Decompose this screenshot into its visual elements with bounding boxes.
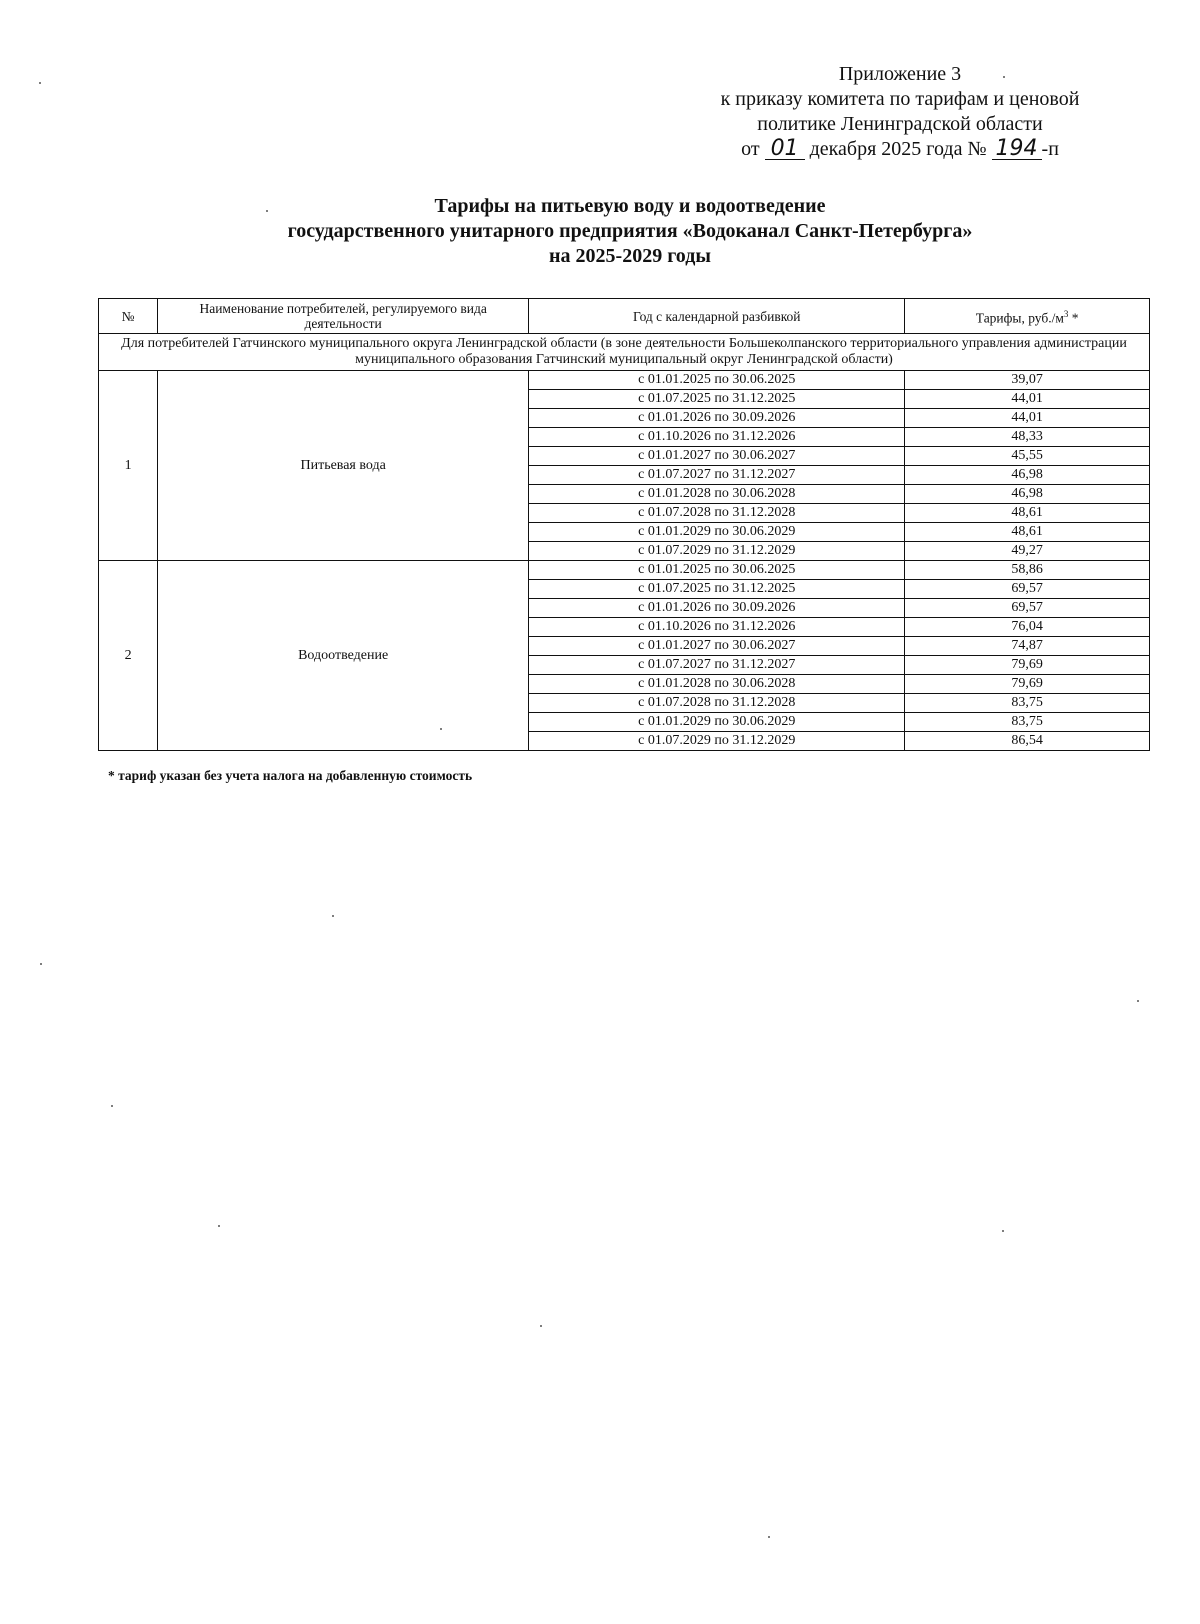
- zone-description: Для потребителей Гатчинского муниципального округа Ленинградской области (в зоне деятельности Большеколпанского территориального управления администрации муниципального образования Гатчинский муниципальный округ Ленинградской области): [99, 334, 1150, 371]
- scan-speck: [218, 1225, 220, 1227]
- group-number: 2: [99, 561, 158, 751]
- tariff-cell: 45,55: [905, 447, 1150, 466]
- period-cell: с 01.01.2028 по 30.06.2028: [529, 485, 905, 504]
- period-cell: с 01.01.2029 по 30.06.2029: [529, 523, 905, 542]
- header-tariff-star: *: [1068, 310, 1079, 326]
- group-name: Питьевая вода: [158, 371, 529, 561]
- tariff-cell: 86,54: [905, 732, 1150, 751]
- title-line-2: государственного унитарного предприятия «Водоканал Санкт-Петербурга»: [287, 220, 973, 242]
- scan-speck: [540, 1325, 542, 1327]
- title-line-1: Тарифы на питьевую воду и водоотведение: [434, 195, 826, 217]
- group-number: 1: [99, 371, 158, 561]
- appendix-order-line: к приказу комитета по тарифам и ценовой: [720, 88, 1080, 110]
- title-line-3: на 2025-2029 годы: [549, 245, 711, 267]
- tariff-cell: 46,98: [905, 485, 1150, 504]
- tariff-cell: 48,61: [905, 504, 1150, 523]
- tariff-cell: 58,86: [905, 561, 1150, 580]
- document-title: [100, 194, 1160, 269]
- header-num: №: [99, 299, 158, 334]
- header-tariff-label: Тарифы, руб./м: [975, 310, 1064, 326]
- tariff-cell: 44,01: [905, 409, 1150, 428]
- from-prefix: от: [741, 138, 760, 160]
- period-cell: с 01.01.2029 по 30.06.2029: [529, 713, 905, 732]
- period-cell: с 01.07.2028 по 31.12.2028: [529, 694, 905, 713]
- handwritten-number: 194: [992, 139, 1042, 160]
- scan-speck: [1137, 1000, 1139, 1002]
- scan-speck: [440, 728, 442, 730]
- period-cell: с 01.01.2025 по 30.06.2025: [529, 561, 905, 580]
- tariff-cell: 74,87: [905, 637, 1150, 656]
- tariff-cell: 76,04: [905, 618, 1150, 637]
- scan-speck: [266, 210, 268, 212]
- period-cell: с 01.01.2026 по 30.09.2026: [529, 409, 905, 428]
- tariff-cell: 69,57: [905, 580, 1150, 599]
- scan-speck: [111, 1105, 113, 1107]
- tariff-cell: 46,98: [905, 466, 1150, 485]
- header-period: Год с календарной разбивкой: [529, 299, 905, 334]
- period-cell: с 01.01.2027 по 30.06.2027: [529, 447, 905, 466]
- tariff-cell: 79,69: [905, 675, 1150, 694]
- period-cell: с 01.01.2025 по 30.06.2025: [529, 371, 905, 390]
- period-cell: с 01.01.2027 по 30.06.2027: [529, 637, 905, 656]
- header-tariff-sup: 3: [1063, 308, 1069, 319]
- tariff-cell: 69,57: [905, 599, 1150, 618]
- zone-row: [99, 334, 1150, 371]
- scan-speck: [1003, 76, 1005, 78]
- appendix-committee-line: политике Ленинградской области: [757, 113, 1043, 135]
- header-name: Наименование потребителей, регулируемого вида деятельности: [158, 299, 529, 334]
- tariff-cell: 83,75: [905, 713, 1150, 732]
- period-cell: с 01.07.2025 по 31.12.2025: [529, 390, 905, 409]
- scan-speck: [1002, 1230, 1004, 1232]
- tariff-cell: 49,27: [905, 542, 1150, 561]
- period-cell: с 01.10.2026 по 31.12.2026: [529, 618, 905, 637]
- tariff-cell: 83,75: [905, 694, 1150, 713]
- period-cell: с 01.07.2029 по 31.12.2029: [529, 732, 905, 751]
- table-row: [99, 561, 1150, 580]
- number-suffix: -п: [1041, 138, 1059, 160]
- period-cell: с 01.07.2025 по 31.12.2025: [529, 580, 905, 599]
- header-tariff: [905, 299, 1150, 334]
- month-year: декабря 2025 года №: [809, 138, 987, 160]
- period-cell: с 01.07.2028 по 31.12.2028: [529, 504, 905, 523]
- tariff-cell: 39,07: [905, 371, 1150, 390]
- appendix-title: Приложение 3: [838, 63, 962, 85]
- period-cell: с 01.07.2029 по 31.12.2029: [529, 542, 905, 561]
- period-cell: с 01.01.2026 по 30.09.2026: [529, 599, 905, 618]
- tariff-cell: 79,69: [905, 656, 1150, 675]
- scan-speck: [39, 82, 41, 84]
- period-cell: с 01.01.2028 по 30.06.2028: [529, 675, 905, 694]
- tariff-cell: 44,01: [905, 390, 1150, 409]
- scan-speck: [40, 963, 42, 965]
- tariff-table: [98, 298, 1150, 751]
- period-cell: с 01.07.2027 по 31.12.2027: [529, 656, 905, 675]
- footnote: * тариф указан без учета налога на добавленную стоимость: [108, 768, 473, 783]
- scan-speck: [768, 1536, 770, 1538]
- group-name: Водоотведение: [158, 561, 529, 751]
- tariff-cell: 48,61: [905, 523, 1150, 542]
- tariff-cell: 48,33: [905, 428, 1150, 447]
- scan-speck: [332, 915, 334, 917]
- table-header-row: [99, 299, 1150, 334]
- period-cell: с 01.10.2026 по 31.12.2026: [529, 428, 905, 447]
- table-row: [99, 371, 1150, 390]
- period-cell: с 01.07.2027 по 31.12.2027: [529, 466, 905, 485]
- appendix-header: [660, 62, 1140, 162]
- appendix-date-line: [660, 137, 1140, 162]
- handwritten-day: 01: [765, 139, 805, 160]
